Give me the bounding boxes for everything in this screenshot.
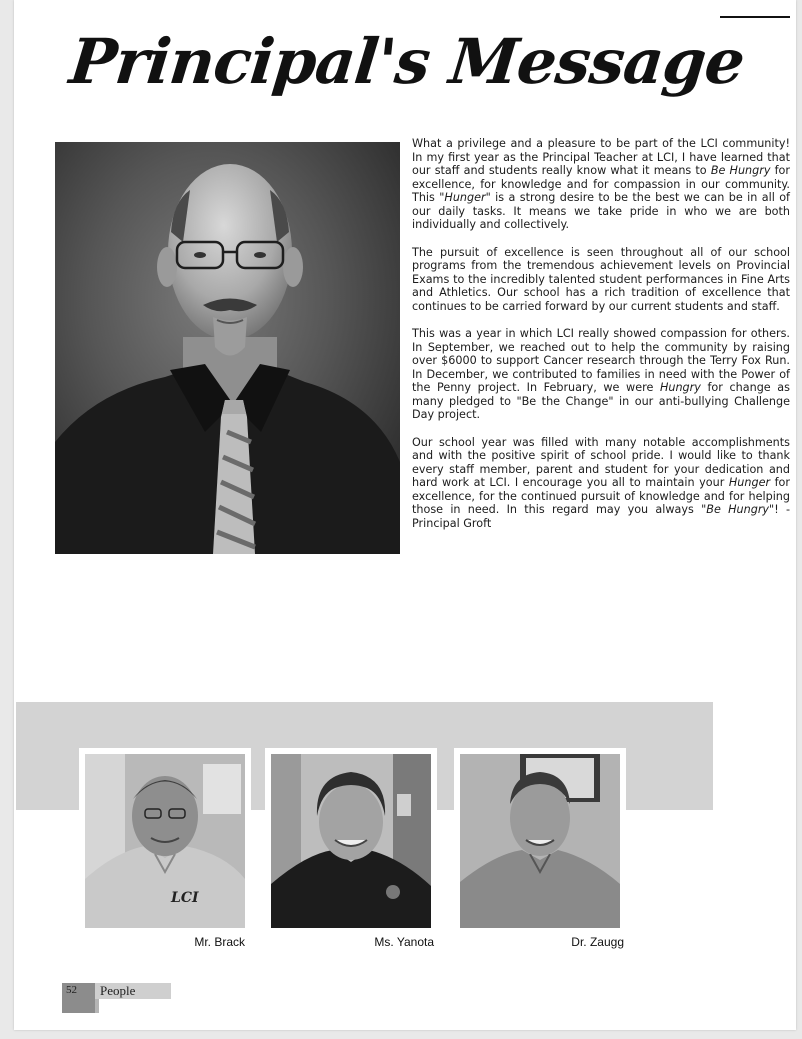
staff-card <box>265 748 437 934</box>
message-paragraph-2: The pursuit of excellence is seen throughout all of our school programs from the tremendous achievement levels on Provincial Exams to the incredibly talented student performances in Fine Arts and Athletics. Our school has a rich tradition of excellence that continues to be carried forward by our current students and staff. <box>412 245 790 313</box>
principal-message <box>412 137 790 544</box>
message-text: for change as many pledged to "Be the Change" in our anti-bullying Challenge Day project. <box>412 381 790 421</box>
top-rule <box>720 16 790 18</box>
staff-name: Dr. Zaugg <box>571 935 624 949</box>
staff-photo-zaugg <box>460 754 620 928</box>
staff-card <box>454 748 626 934</box>
message-emphasis: Hunger <box>728 476 771 489</box>
section-label: People <box>100 983 136 998</box>
message-text: for excellence, for the continued pursuit of knowledge and for helping those in need. In this regard may you always <box>412 476 790 516</box>
message-text: What a privilege and a pleasure to be part of the LCI community! In my first year as the Principal Teacher at LCI, I have learned that our staff and students really know what it means to <box>412 137 790 177</box>
shirt-logo: LCI <box>171 890 199 906</box>
page-number: 52 <box>66 984 77 996</box>
principal-photo <box>55 142 400 554</box>
staff-name: Ms. Yanota <box>374 935 434 949</box>
message-emphasis: Be Hungry <box>710 164 771 177</box>
message-text: This was a year in which LCI really showed compassion for others. In September, we reached out to help the community by raising over $6000 to support Cancer research through the Terry Fox Run. In December, we contributed to families in need with the Power of the Penny project. In February, we were <box>412 327 790 394</box>
message-paragraph-1 <box>412 137 790 232</box>
staff-card <box>79 748 251 934</box>
message-emphasis: "Be Hungry" <box>701 503 775 516</box>
message-paragraph-4 <box>412 436 790 531</box>
page-title: Principal's Message <box>66 25 748 98</box>
message-emphasis: "Hunger" <box>439 191 491 204</box>
message-text: is a strong desire to be the best we can be in all of our daily tasks. It means we take pride in who we are both individually and collectively. <box>412 191 790 231</box>
message-emphasis: Hungry <box>659 381 701 394</box>
message-text: ! - Principal Groft <box>412 503 790 530</box>
message-text: Our school year was filled with many notable accomplishments and with the positive spirit of school pride. I would like to thank every staff member, parent and student for your dedication and hard work at LCI. I encourage you all to maintain your <box>412 435 790 489</box>
message-text: for excellence, for knowledge and for compassion in our community. This <box>412 164 790 204</box>
staff-name: Mr. Brack <box>194 935 245 949</box>
message-paragraph-3 <box>412 327 790 422</box>
staff-photo-brack <box>85 754 245 928</box>
staff-photo-yanota <box>271 754 431 928</box>
